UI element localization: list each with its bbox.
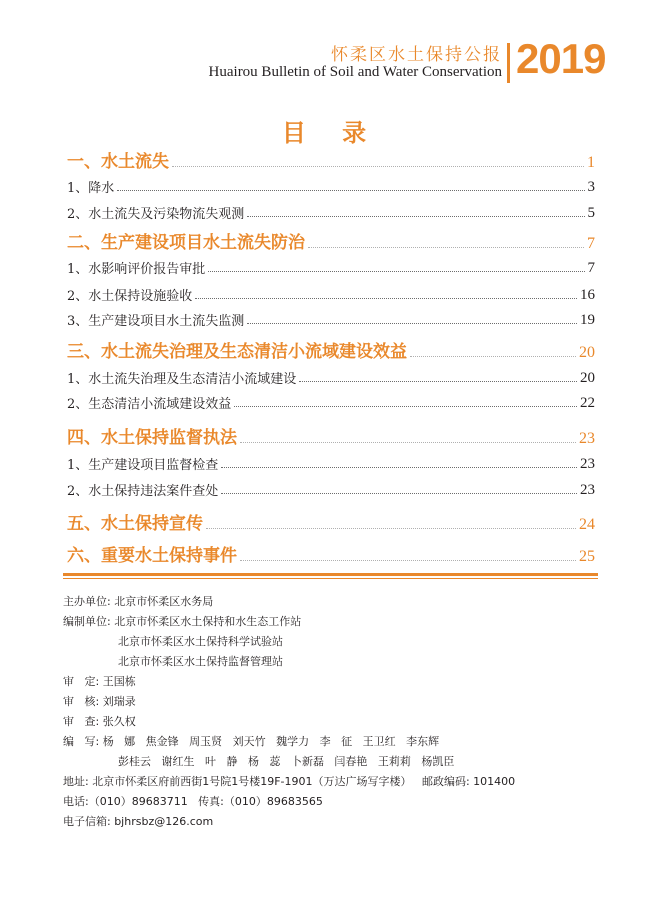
toc-entry-page: 23 [580,482,595,498]
toc-entry-page: 23 [579,430,595,447]
toc-subsection-entry[interactable] [67,202,595,222]
toc-entry-label: 三、水土流失治理及生态清洁小流域建设效益 [67,342,407,362]
toc-entry-page: 3 [587,179,595,195]
header-title-cn: 怀柔区水土保持公报 [331,45,502,65]
toc-entry-page: 16 [580,287,595,303]
toc-leader-dots [247,216,584,217]
toc-subsection-entry[interactable] [67,392,595,412]
credit-line: 地址: 北京市怀柔区府前西街1号院1号楼19F-1901（万达广场写字楼） 邮政编码: 101400 [63,775,516,788]
toc-entry-page: 24 [579,516,595,533]
toc-entry-page: 19 [580,312,595,328]
credit-line: 电子信箱: bjhrsbz@126.com [63,815,214,828]
credit-line: 北京市怀柔区水土保持科学试验站 [118,635,283,648]
credit-line: 编 写: 杨 娜 焦金锋 周玉贤 刘天竹 魏学力 李 征 王卫红 李东辉 [63,735,440,748]
toc-entry-page: 20 [579,344,595,361]
header-title-en: Huairou Bulletin of Soil and Water Conservation [208,64,502,80]
toc-leader-dots [195,298,577,299]
toc-entry-label: 六、重要水土保持事件 [67,546,237,566]
toc-leader-dots [206,528,576,529]
toc-section-entry[interactable] [67,229,595,253]
divider-thin [63,578,598,579]
toc-entry-page: 7 [587,260,595,276]
credit-line: 审 查: 张久权 [63,715,136,728]
toc-leader-dots [410,356,576,357]
toc-subsection-entry[interactable] [67,257,595,277]
toc-section-entry[interactable] [67,510,595,534]
toc-leader-dots [208,271,584,272]
toc-entry-page: 1 [587,154,595,171]
toc-leader-dots [308,247,584,248]
toc-entry-label: 一、水土流失 [67,152,169,172]
toc-entry-page: 22 [580,395,595,411]
credit-line: 审 核: 刘瑞录 [63,695,136,708]
toc-leader-dots [299,381,577,382]
credits-block [63,592,623,832]
toc-leader-dots [240,442,576,443]
toc-entry-page: 20 [580,370,595,386]
toc-leader-dots [247,323,577,324]
toc-section-entry[interactable] [67,542,595,566]
toc-entry-label: 五、水土保持宣传 [67,514,203,534]
toc-leader-dots [117,190,584,191]
toc-section-entry[interactable] [67,148,595,172]
header-divider [507,43,510,83]
toc-entry-label: 1、水影响评价报告审批 [67,262,206,277]
toc-section-entry[interactable] [67,338,595,362]
header-year: 2019 [516,35,606,82]
credit-line: 彭桂云 谢红生 叶 静 杨 蕊 卜新磊 闫春艳 王莉莉 杨凯臣 [118,755,455,768]
divider-thick [63,573,598,576]
toc-entry-page: 25 [579,548,595,565]
toc-entry-label: 1、生产建设项目监督检查 [67,458,219,473]
credit-line: 电话:（010）89683711 传真:（010）89683565 [63,795,323,808]
toc-subsection-entry[interactable] [67,309,595,329]
credit-line: 编制单位: 北京市怀柔区水土保持和水生态工作站 [63,615,302,628]
toc-title: 目 录 [281,119,381,147]
toc-subsection-entry[interactable] [67,453,595,473]
toc-entry-label: 2、生态清洁小流域建设效益 [67,397,232,412]
toc-leader-dots [234,406,577,407]
toc-subsection-entry[interactable] [67,479,595,499]
toc-subsection-entry[interactable] [67,367,595,387]
toc-leader-dots [221,493,577,494]
toc-entry-page: 23 [580,456,595,472]
toc-leader-dots [221,467,577,468]
credit-line: 北京市怀柔区水土保持监督管理站 [118,655,283,668]
toc-subsection-entry[interactable] [67,176,595,196]
toc-entry-label: 1、降水 [67,181,115,196]
credit-line: 审 定: 王国栋 [63,675,136,688]
toc-leader-dots [172,166,584,167]
credit-line: 主办单位: 北京市怀柔区水务局 [63,595,214,608]
toc-entry-label: 1、水土流失治理及生态清洁小流域建设 [67,372,297,387]
toc-entry-label: 二、生产建设项目水土流失防治 [67,233,305,253]
toc-entry-label: 四、水土保持监督执法 [67,428,237,448]
toc-entry-page: 5 [587,205,595,221]
toc-entry-label: 2、水土保持违法案件查处 [67,484,219,499]
toc-entry-label: 2、水土保持设施验收 [67,289,193,304]
toc-subsection-entry[interactable] [67,284,595,304]
toc-section-entry[interactable] [67,424,595,448]
toc-entry-label: 3、生产建设项目水土流失监测 [67,314,245,329]
toc-entry-label: 2、水土流失及污染物流失观测 [67,207,245,222]
toc-entry-page: 7 [587,235,595,252]
toc-leader-dots [240,560,576,561]
